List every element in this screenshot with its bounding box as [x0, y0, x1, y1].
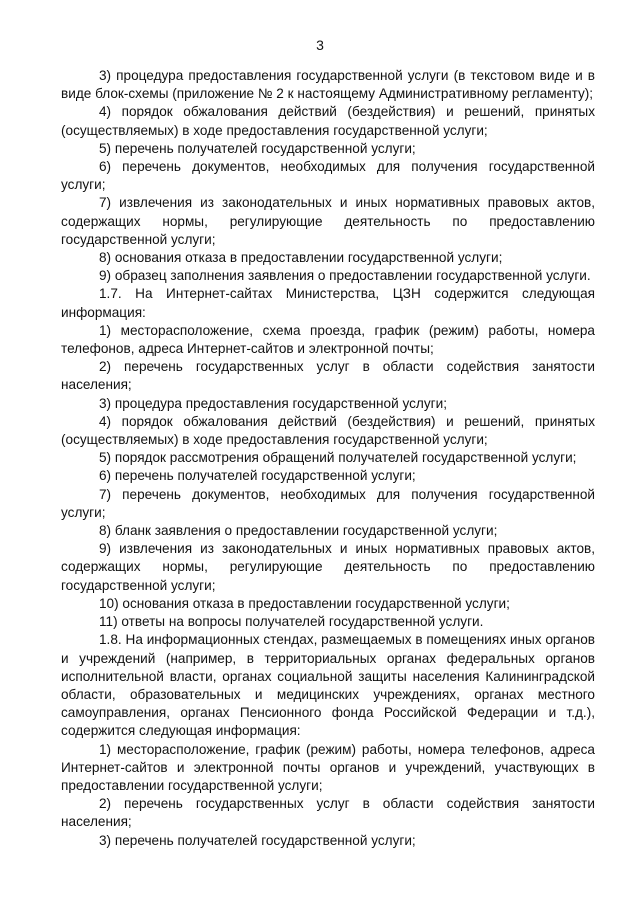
document-body	[61, 67, 595, 850]
paragraph: 9) извлечения из законодательных и иных нормативных правовых актов, содержащих нормы, регулирующие деятельность по предоставлению государственной услуги;	[61, 541, 595, 593]
paragraph: 3) процедура предоставления государственной услуги (в текстовом виде и в виде блок-схемы (приложение № 2 к настоящему Административному регламенту);	[61, 68, 595, 102]
paragraph: 4) порядок обжалования действий (бездействия) и решений, принятых (осуществляемых) в ходе предоставления государственной услуги;	[61, 104, 595, 138]
paragraph: 6) перечень документов, необходимых для получения государственной услуги;	[61, 159, 595, 193]
paragraph: 5) порядок рассмотрения обращений получателей государственной услуги;	[99, 450, 577, 466]
paragraph: 6) перечень получателей государственной услуги;	[99, 468, 416, 484]
paragraph: 1) месторасположение, схема проезда, график (режим) работы, номера телефонов, адреса Интернет-сайтов и электронной почты;	[61, 322, 595, 357]
paragraph: 4) порядок обжалования действий (бездействия) и решений, принятых (осуществляемых) в ходе предоставления государственной услуги;	[61, 413, 595, 448]
paragraph: 3) процедура предоставления государственной услуги;	[99, 395, 447, 411]
paragraph: 7) перечень документов, необходимых для получения государственной услуги;	[61, 486, 595, 520]
paragraph: 8) бланк заявления о предоставлении государственной услуги;	[99, 523, 498, 539]
section-heading-paragraph: 1.7. На Интернет-сайтах Министерства, ЦЗН содержится следующая информация:	[61, 286, 595, 320]
section-heading-paragraph: 1.8. На информационных стендах, размещаемых в помещениях иных органов и учреждений (например, в территориальных органах федеральных органов исполнительной власти, органах социальной защиты населения Калининградской области, образовательных и медицинских учреждениях, органах местного самоуправления, органах Пенсионного фонда Российской Федерации и т.д.), содержится следующая информация:	[61, 632, 595, 739]
paragraph: 9) образец заполнения заявления о предоставлении государственной услуги.	[99, 268, 591, 284]
paragraph: 8) основания отказа в предоставлении государственной услуги;	[99, 250, 503, 266]
paragraph: 2) перечень государственных услуг в области содействия занятости населения;	[61, 796, 595, 830]
paragraph: 7) извлечения из законодательных и иных нормативных правовых актов, содержащих нормы, регулирующие деятельность по предоставлению государственной услуги;	[61, 195, 595, 247]
paragraph: 10) основания отказа в предоставлении государственной услуги;	[99, 595, 510, 611]
page-number: 3	[316, 37, 324, 53]
paragraph: 3) перечень получателей государственной услуги;	[99, 832, 416, 848]
paragraph: 5) перечень получателей государственной услуги;	[99, 140, 416, 156]
paragraph: 11) ответы на вопросы получателей государственной услуги.	[99, 614, 484, 630]
paragraph: 2) перечень государственных услуг в области содействия занятости населения;	[61, 359, 595, 393]
paragraph: 1) месторасположение, график (режим) работы, номера телефонов, адреса Интернет-сайтов и электронной почты органов и учреждений, участвующих в предоставлении государственной услуги;	[61, 741, 595, 793]
